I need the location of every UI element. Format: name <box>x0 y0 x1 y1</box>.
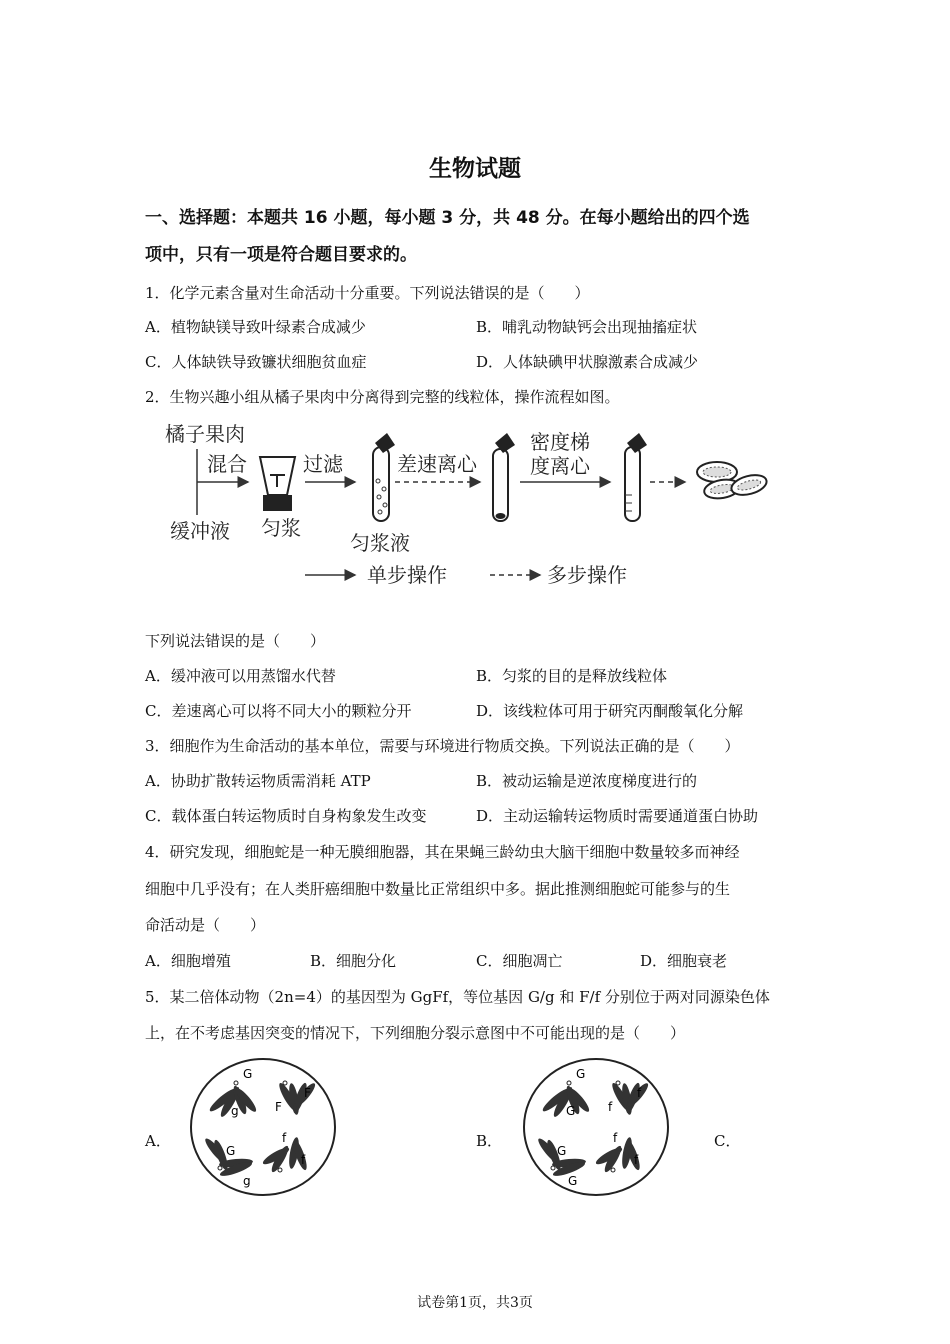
allele-label: g <box>243 1174 251 1188</box>
test-tube-gradient-icon <box>625 433 647 521</box>
q1-option-d: D．人体缺碘甲状腺激素合成减少 <box>476 353 699 371</box>
blender-icon <box>260 457 295 511</box>
label-filter: 过滤 <box>303 452 343 476</box>
q5-stem-line-2: 上，在不考虑基因突变的情况下，下列细胞分裂示意图中不可能出现的是（ ） <box>145 1024 686 1042</box>
q5-option-c-label: C． <box>714 1132 741 1150</box>
cell-diagram-b <box>521 1055 671 1200</box>
allele-label: g <box>231 1104 239 1118</box>
q1-stem: 1．化学元素含量对生命活动十分重要。下列说法错误的是（ ） <box>145 284 590 302</box>
test-tube-homogenate-icon <box>373 433 395 521</box>
page-title: 生物试题 <box>429 156 521 182</box>
label-density-gradient-2: 度离心 <box>530 454 590 478</box>
allele-label: G <box>557 1144 567 1158</box>
q4-option-c: C．细胞凋亡 <box>476 952 563 970</box>
label-homogenate: 匀浆液 <box>350 531 410 555</box>
q2-option-a: A．缓冲液可以用蒸馏水代替 <box>145 667 336 685</box>
q4-stem-line-3: 命活动是（ ） <box>145 916 266 934</box>
label-differential-centrifugation: 差速离心 <box>397 452 477 476</box>
mitochondria-icon <box>697 462 769 501</box>
q3-option-b: B．被动运输是逆浓度梯度进行的 <box>476 772 698 790</box>
q1-option-a: A．植物缺镁导致叶绿素合成减少 <box>145 318 366 336</box>
q3-option-a: A．协助扩散转运物质需消耗 ATP <box>145 772 371 790</box>
allele-label: f <box>634 1153 639 1167</box>
q5-stem-line-1: 5．某二倍体动物（2n=4）的基因型为 GgFf，等位基因 G/g 和 F/f 分别位于两对同源染色体 <box>145 988 770 1006</box>
page-footer: 试卷第1页，共3页 <box>417 1295 533 1311</box>
allele-label: G <box>568 1174 578 1188</box>
q3-stem: 3．细胞作为生命活动的基本单位，需要与环境进行物质交换。下列说法正确的是（ ） <box>145 737 740 755</box>
q2-sub-stem: 下列说法错误的是（ ） <box>145 632 326 650</box>
q2-option-b: B．匀浆的目的是释放线粒体 <box>476 667 668 685</box>
q4-option-d: D．细胞衰老 <box>640 952 728 970</box>
section-heading-line-2: 项中，只有一项是符合题目要求的。 <box>145 245 417 265</box>
q2-stem: 2．生物兴趣小组从橘子果肉中分离得到完整的线粒体，操作流程如图。 <box>145 388 620 406</box>
legend-multi-step: 多步操作 <box>547 563 627 587</box>
section-heading-line-1: 一、选择题：本题共 16 小题，每小题 3 分，共 48 分。在每小题给出的四个选 <box>145 208 750 228</box>
legend-single-step: 单步操作 <box>367 563 447 587</box>
allele-label: f <box>637 1086 642 1100</box>
label-orange-pulp: 橘子果肉 <box>165 422 245 446</box>
q2-option-d: D．该线粒体可用于研究丙酮酸氧化分解 <box>476 702 744 720</box>
allele-label: f <box>282 1131 287 1145</box>
q4-option-b: B．细胞分化 <box>310 952 397 970</box>
q1-option-c: C．人体缺铁导致镰状细胞贫血症 <box>145 353 367 371</box>
allele-label: G <box>566 1104 576 1118</box>
q4-stem-line-2: 细胞中几乎没有；在人类肝癌细胞中数量比正常组织中多。据此推测细胞蛇可能参与的生 <box>145 880 731 898</box>
q3-option-d: D．主动运输转运物质时需要通道蛋白协助 <box>476 807 759 825</box>
label-buffer: 缓冲液 <box>170 519 230 543</box>
allele-label: f <box>608 1100 613 1114</box>
allele-label: G <box>226 1144 236 1158</box>
allele-label: F <box>304 1086 311 1100</box>
allele-label: f <box>301 1153 306 1167</box>
q2-option-c: C．差速离心可以将不同大小的颗粒分开 <box>145 702 412 720</box>
allele-label: F <box>275 1100 282 1114</box>
q4-option-a: A．细胞增殖 <box>145 952 231 970</box>
q5-option-b-label: B． <box>476 1132 503 1150</box>
allele-label: G <box>576 1067 586 1081</box>
cell-diagram-a <box>188 1055 338 1200</box>
q1-option-b: B．哺乳动物缺钙会出现抽搐症状 <box>476 318 698 336</box>
q5-option-a-label: A． <box>145 1132 171 1150</box>
test-tube-pellet-icon <box>493 433 515 521</box>
allele-label: f <box>613 1131 618 1145</box>
q3-option-c: C．载体蛋白转运物质时自身构象发生改变 <box>145 807 427 825</box>
q4-stem-line-1: 4．研究发现，细胞蛇是一种无膜细胞器，其在果蝇三龄幼虫大脑干细胞中数量较多而神经 <box>145 843 740 861</box>
label-density-gradient-1: 密度梯 <box>530 430 590 454</box>
mitochondria-isolation-flowchart <box>155 415 795 595</box>
label-homogenize: 匀浆 <box>261 516 301 540</box>
allele-label: G <box>243 1067 253 1081</box>
label-mix: 混合 <box>207 452 247 476</box>
